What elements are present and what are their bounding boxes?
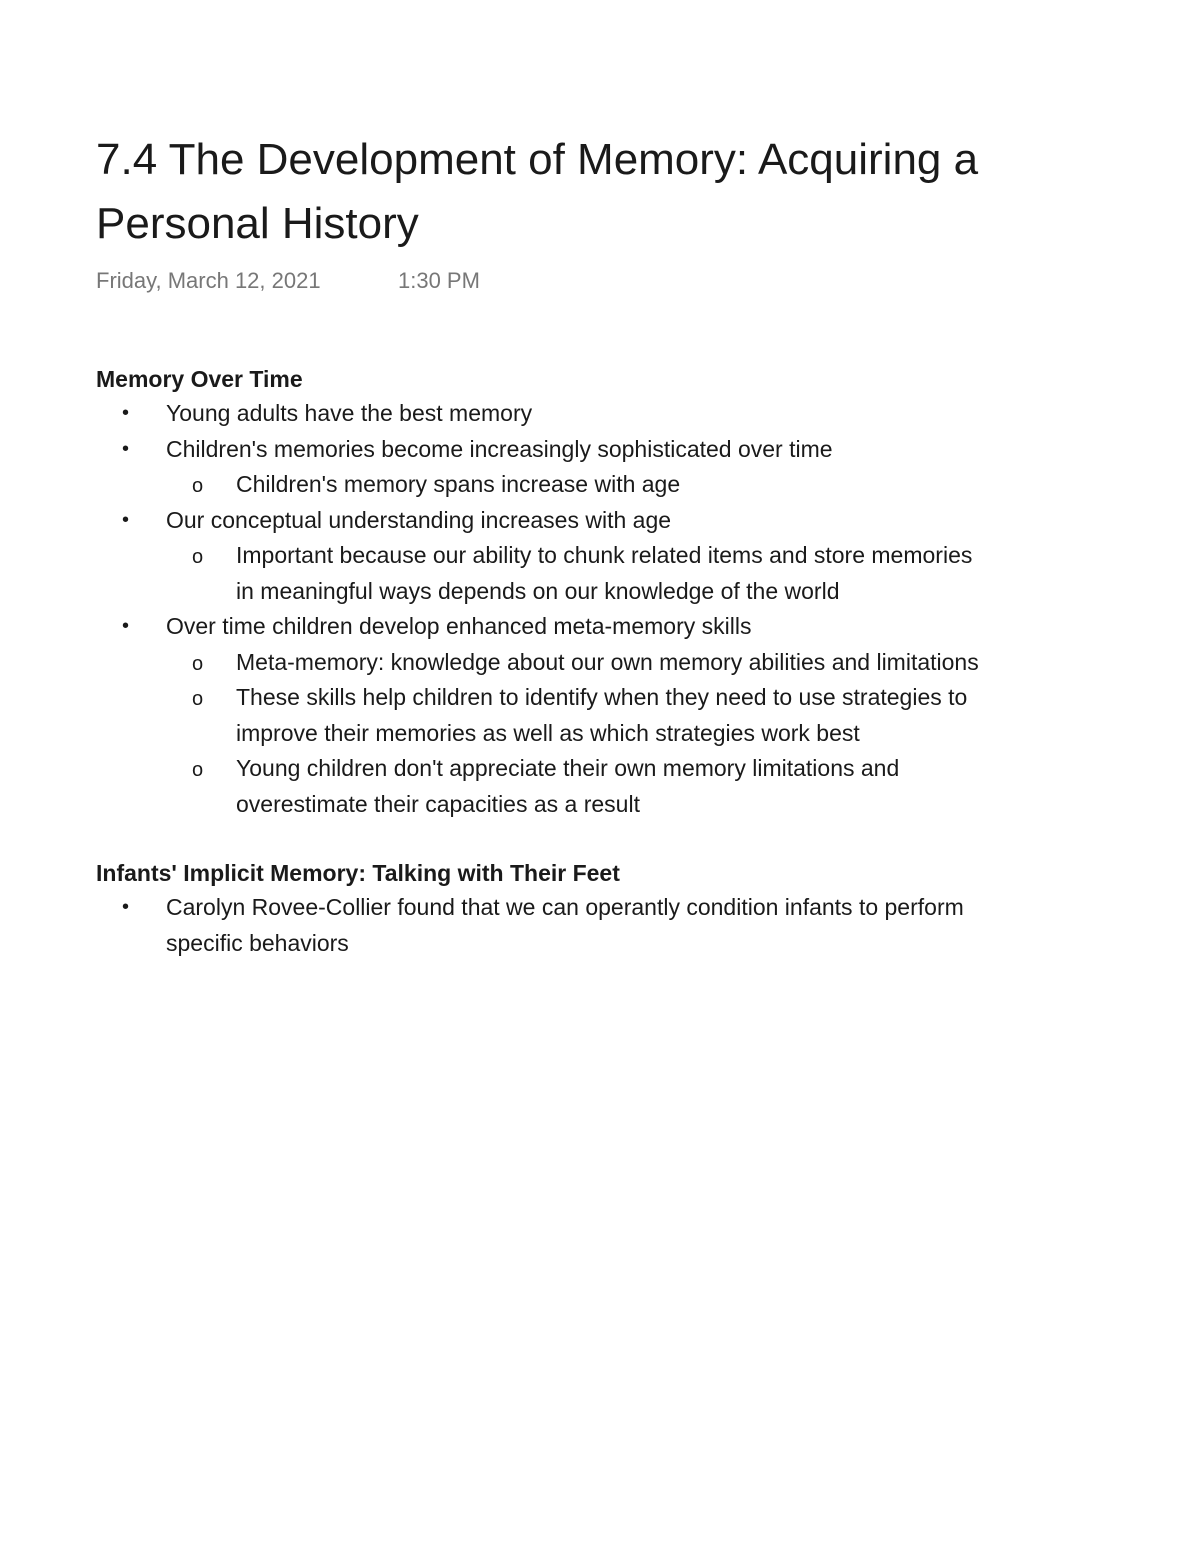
list-item xyxy=(96,503,1096,539)
list-item-text: Children's memories become increasingly sophisticated over time xyxy=(166,435,833,462)
list-item-text: Young adults have the best memory xyxy=(166,400,533,426)
list-item xyxy=(96,609,1096,645)
list-item-text: Over time children develop enhanced meta-memory skills xyxy=(166,613,752,639)
bullet-icon: • xyxy=(122,402,130,424)
bullet-icon: • xyxy=(122,437,130,460)
sub-list-item xyxy=(166,645,996,681)
section-heading: Memory Over Time xyxy=(96,366,303,392)
section-infants-implicit-memory xyxy=(96,856,1096,961)
note-page xyxy=(96,128,1096,961)
bullet-icon: • xyxy=(122,615,130,637)
note-metadata xyxy=(96,264,1096,298)
circle-bullet-icon: o xyxy=(192,759,204,781)
sub-list-item xyxy=(166,680,996,751)
bullet-list xyxy=(96,396,1096,467)
sub-list-item xyxy=(166,538,996,609)
circle-bullet-icon: o xyxy=(192,688,204,710)
list-item-text: Carolyn Rovee-Collier found that we can operantly condition infants to perform specific behaviors xyxy=(166,894,964,956)
sub-list-item-text: Meta-memory: knowledge about our own memory abilities and limitations xyxy=(236,648,979,675)
page-title: 7.4 The Development of Memory: Acquiring a Personal History xyxy=(96,135,979,248)
section-memory-over-time xyxy=(96,362,1096,822)
note-time: 1:30 PM xyxy=(398,268,480,293)
sub-list-item xyxy=(166,751,996,822)
sub-list-item-text: These skills help children to identify when they need to use strategies to improve their memories as well as which strategies work best xyxy=(236,684,968,746)
bullet-list xyxy=(96,503,1096,539)
sub-bullet-list xyxy=(166,538,1096,609)
circle-bullet-icon: o xyxy=(192,546,204,568)
list-item xyxy=(96,396,1096,432)
sub-list-item xyxy=(166,467,996,503)
bullet-list xyxy=(96,609,1096,645)
sub-bullet-list xyxy=(166,467,1096,503)
sub-bullet-list xyxy=(166,645,1096,823)
sub-list-item-text: Young children don't appreciate their own memory limitations and overestimate their capacities as a result xyxy=(236,755,900,817)
bullet-icon: • xyxy=(122,508,130,531)
circle-bullet-icon: o xyxy=(192,652,204,675)
circle-bullet-icon: o xyxy=(192,475,204,497)
list-item xyxy=(96,890,996,961)
sub-list-item-text: Important because our ability to chunk related items and store memories in meaningful ways depends on our knowledge of the world xyxy=(236,542,973,604)
bullet-list xyxy=(96,890,1096,961)
bullet-icon: • xyxy=(122,896,130,918)
section-heading: Infants' Implicit Memory: Talking with Their Feet xyxy=(96,860,620,886)
note-date: Friday, March 12, 2021 xyxy=(96,268,321,293)
list-item xyxy=(96,432,1096,468)
sub-list-item-text: Children's memory spans increase with age xyxy=(236,471,681,497)
list-item-text: Our conceptual understanding increases with age xyxy=(166,506,672,533)
